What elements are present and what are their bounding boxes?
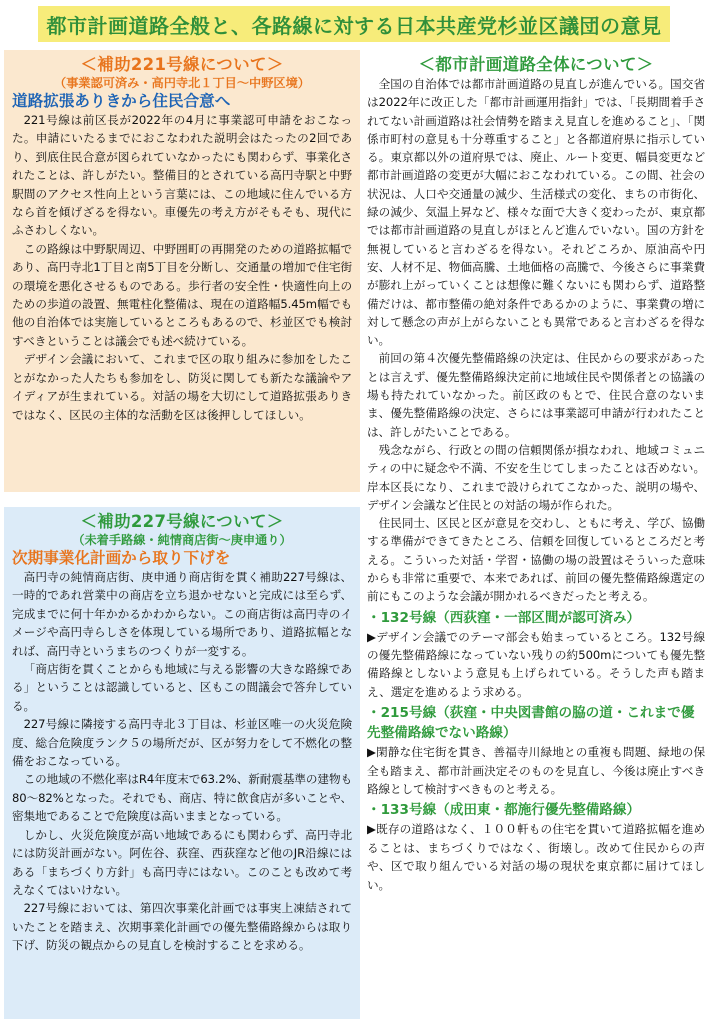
route-132-body: ▶デザイン会議でのテーマ部会も始まっているところ。132号線の優先整備路線になっていない残りの約500mについても優先整備路線としないよう意見も上げられている。そうした声も踏まえ、選定を進めるよう求める。 <box>367 629 705 699</box>
overall-paragraph: 住民同士、区民と区が意見を交わし、ともに考え、学び、協働する準備ができてきたところ、信頼を回復しているところだと考える。こういった対話・学習・協働の場の設置はそういった意味からも非常に重要で、本来であれば、前回の優先整備路線選定の前にもこのような会議が開かれるべきだったと考える。 <box>367 516 705 604</box>
overall-paragraph: 全国の自治体では都市計画道路の見直しが進んでいる。国交省は2022年に改正した「都市計画運用指針」では、「長期間着手されてない計画道路は社会情勢を踏まえ見直しを進めること」、「関係市町村の意見も十分尊重すること」と各都道府県に指示している。東京都以外の道府県では、廃止、ルート変更、幅員変更など都市計画道路の変更が大幅におこなわれている。この間、社会の状況は、人口や交通量の減少、生活様式の変化、まちの市街化、緑の減少、気温上昇など、様々な面で大きく変わったが、東京都では都市計画道路の見直しがほとんど進んでいない。国の方針を無視していると言わざるを得ない。それどころか、原油高や円安、人材不足、物価高騰、土地価格の高騰で、今後さらに事業費が膨れ上がっていくことは想像に難くないにも関わらず、道路整備だけは、都市整備の絶対条件であるかのように、事業費の増に対して懸念の声が上がらないことも異常であると言わざるを得ない。 <box>367 77 705 348</box>
hojo227-slogan: 次期事業化計画から取り下げを <box>12 549 231 567</box>
route-133-body: ▶既存の道路はなく、１００軒もの住宅を貫いて道路拡幅を進めることは、まちづくりではなく、街壊し。改めて住民からの声や、区で取り組んでいる対話の場の現状を東京都に届けてほしい。 <box>367 822 705 892</box>
hojo221-section <box>4 50 360 492</box>
hojo221-paragraph: デザイン会議において、これまで区の取り組みに参加をしたことがなかった人たちも参加をし、防災に関しても新たな議論やアイディアが生まれている。対話の場を大切にして道路拡張ありきではなく、区民の主体的な活動を区は後押ししてほしい。 <box>12 352 352 422</box>
route-215-body: ▶閑静な住宅街を貫き、善福寺川緑地との重複も問題、緑地の保全も踏まえ、都市計画決定そのものを見直し、今後は廃止すべき路線として検討すべきものと考える。 <box>367 745 705 797</box>
route-215-heading: ・215号線（荻窪・中央図書館の脇の道・これまで優先整備路線でない路線） <box>367 705 695 742</box>
route-133-heading: ・133号線（成田東・都施行優先整備路線） <box>367 802 641 819</box>
overall-paragraph: 残念ながら、行政との間の信頼関係が損なわれ、地域コミュニティの中に疑念や不満、不安を生じてしまったことは否めない。岸本区長になり、これまで設けられてこなかった、説明の場や、デザイン会議など住民との対話の場が作られた。 <box>367 442 705 512</box>
overall-heading: ＜都市計画道路全体について＞ <box>418 55 654 74</box>
hojo227-subheading: （未着手路線・純情商店街〜庚申通り） <box>72 533 292 547</box>
overall-paragraph: 前回の第４次優先整備路線の決定は、住民からの要求があったとは言えず、優先整備路線決定前に地域住民や関係者との協議の場も持たれていなかった。前区政のもとで、住民合意のないまま、優先整備路線の決定、さらには事業認可申請が行われたことは、許しがたいことである。 <box>367 351 705 439</box>
hojo227-paragraph: 「商店街を貫くことからも地域に与える影響の大きな路線である」ということは認識していると、区もこの間議会で答弁している。 <box>12 662 352 713</box>
hojo221-heading: ＜補助221号線について＞ <box>80 55 284 74</box>
hojo227-paragraph: しかし、火災危険度が高い地域であるにも関わらず、高円寺北には防災計画がない。阿佐谷、荻窪、西荻窪など他のJR沿線にはある「まちづくり方針」も高円寺にはない。このことも改めて考えなくてはいけない。 <box>12 827 352 897</box>
page-title: 都市計画道路全般と、各路線に対する日本共産党杉並区議団の意見 <box>46 13 662 38</box>
hojo227-paragraph: 高円寺の純情商店街、庚申通り商店街を貫く補助227号線は、一時的であれ営業中の商店を立ち退かせないと完成には至らず、完成までに何十年かかるかわからない。この商店街は高円寺のイメージや高円寺らしさを体現している場所であり、道路拡幅となれば、高円寺というまちのつくりが一変する。 <box>12 570 352 658</box>
hojo227-heading: ＜補助227号線について＞ <box>80 512 284 531</box>
hojo227-section <box>4 507 360 1019</box>
hojo227-paragraph: この地域の不燃化率はR4年度末で63.2%、新耐震基準の建物も80〜82%となった。それでも、商店、特に飲食店が多いことや、密集地であることで危険度は高いままとなっている。 <box>12 772 352 824</box>
hojo227-paragraph: 227号線に隣接する高円寺北３丁目は、杉並区唯一の火災危険度、総合危険度ランク５の場所だが、区が努力をして不燃化の整備をおこなっている。 <box>12 717 352 769</box>
hojo221-subheading: （事業認可済み・高円寺北１丁目〜中野区境） <box>54 76 310 90</box>
route-215 <box>367 703 705 798</box>
route-132-heading: ・132号線（西荻窪・一部区間が認可済み） <box>367 609 641 626</box>
page-title-banner <box>38 6 670 42</box>
hojo221-slogan: 道路拡張ありきから住民合意へ <box>12 92 231 110</box>
route-133 <box>367 800 705 894</box>
hojo227-paragraph: 227号線においては、第四次事業化計画では事実上凍結されていたことを踏まえ、次期事業化計画での優先整備路線からは取り下げ、防災の観点からの見直しを検討することを求める。 <box>12 901 352 953</box>
hojo221-paragraph: 221号線は前区長が2022年の4月に事業認可申請をおこなった。申請にいたるまでにおこなわれた説明会はたったの2回であり、到底住民合意が図られていなかったにも関わらず、事業化されたことは、許しがたい。整備目的とされている高円寺駅と中野駅間のアクセス性向上という言葉には、この地域に住んでいる方なら首を傾げざるを得ない。車優先の考え方がそもそも、現代にふさわしくない。 <box>12 113 352 238</box>
route-132 <box>367 608 705 702</box>
overall-section <box>367 54 705 1020</box>
hojo221-paragraph: この路線は中野駅周辺、中野囲町の再開発のための道路拡幅であり、高円寺北1丁目と南5丁目を分断し、交通量の増加で住宅街の環境を悪化させるものである。歩行者の安全性・快適性向上のための歩道の設置、無電柱化整備は、現在の道路幅5.45m幅でも他の自治体では実施しているところもあるので、杉並区でも検討すべきということは議会でも述べ続けている。 <box>12 241 352 348</box>
